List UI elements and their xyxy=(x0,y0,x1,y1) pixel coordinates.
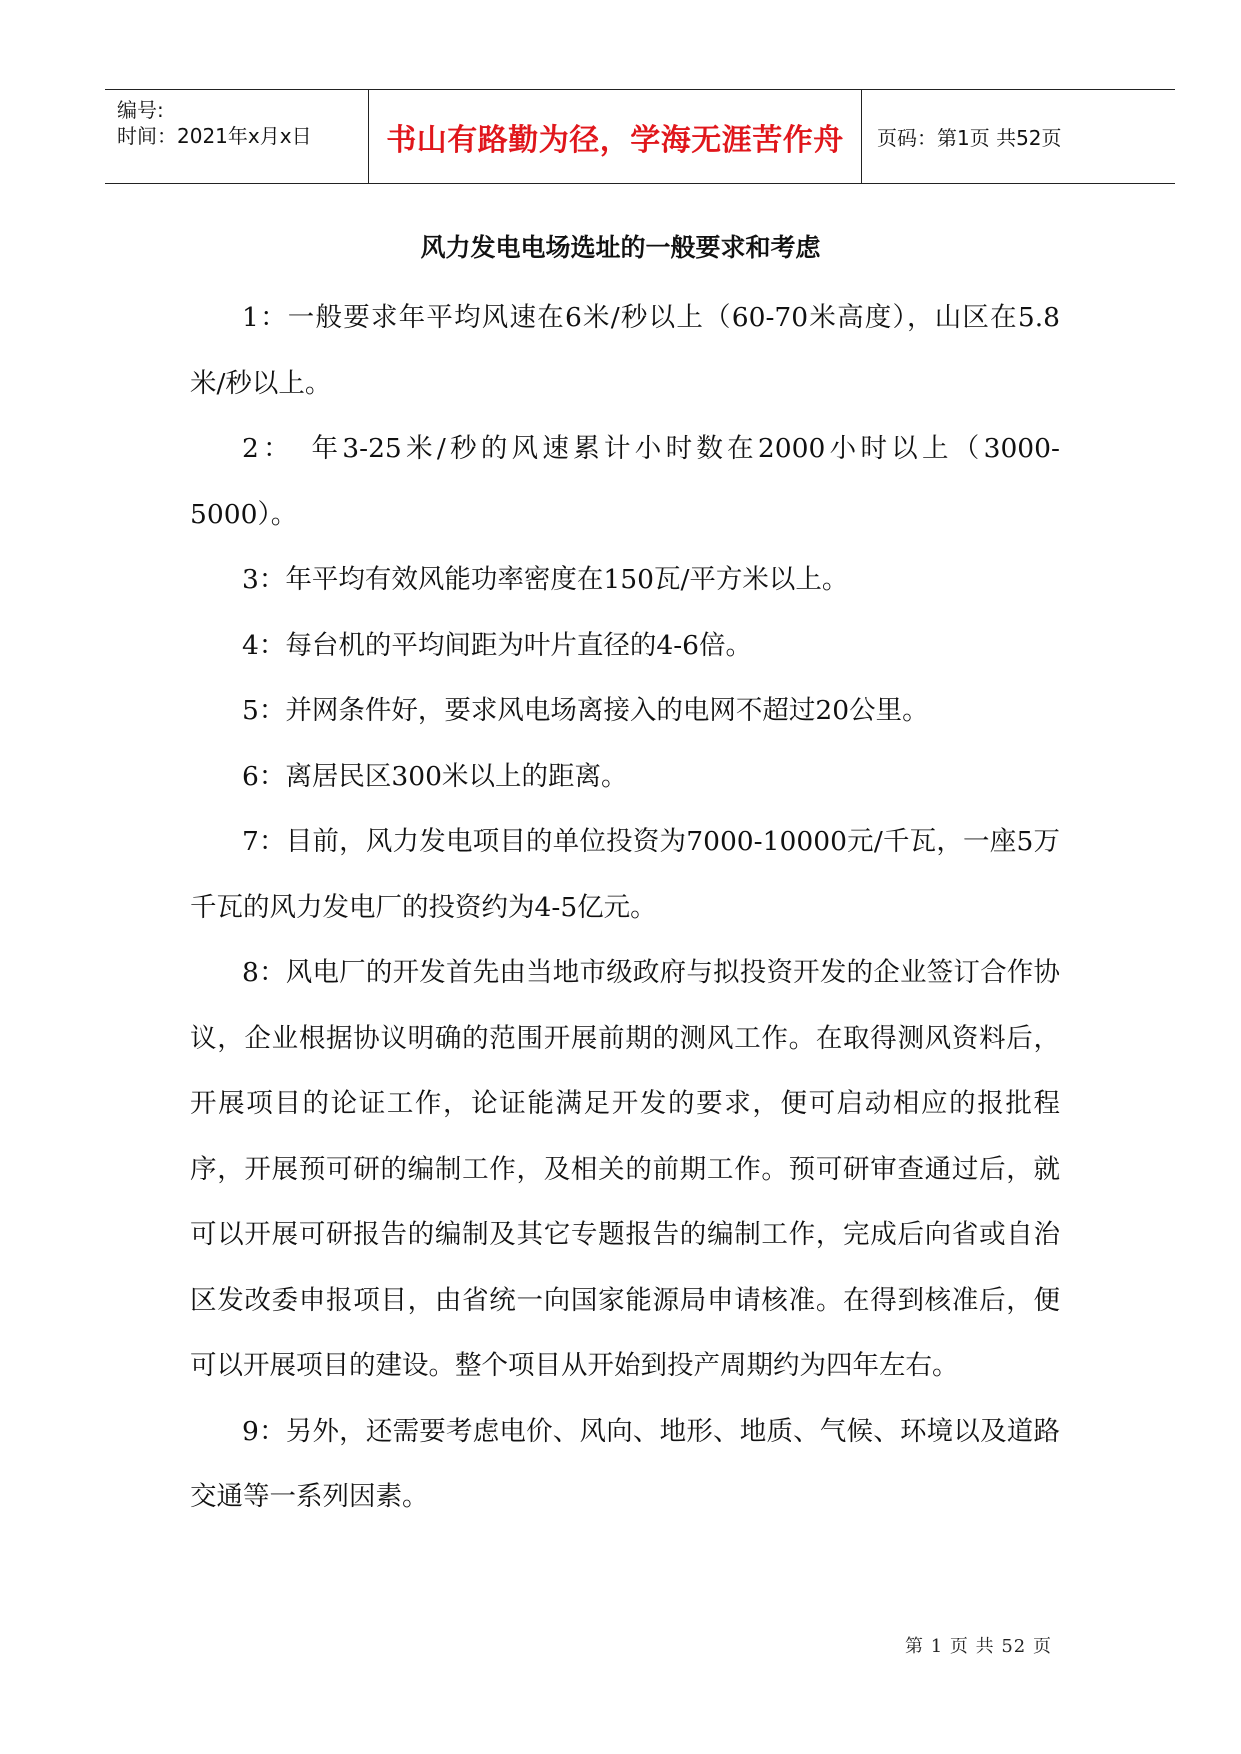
header-page-info: 页码：第1页 共52页 xyxy=(877,126,1062,150)
document-time-label: 时间：2021年x月x日 xyxy=(117,124,312,148)
paragraph-1: 1：一般要求年平均风速在6米/秒以上（60-70米高度），山区在5.8米/秒以上。 xyxy=(190,302,1060,399)
paragraph-4: 4：每台机的平均间距为叶片直径的4-6倍。 xyxy=(242,629,753,661)
paragraph-7: 7：目前，风力发电项目的单位投资为7000-10000元/千瓦，一座5万千瓦的风力发电厂的投资约为4-5亿元。 xyxy=(190,826,1060,923)
paragraph-3: 3：年平均有效风能功率密度在150瓦/平方米以上。 xyxy=(242,564,849,595)
motto-text: 书山有路勤为径，学海无涯苦作舟 xyxy=(386,122,844,158)
header-motto-cell xyxy=(369,90,862,183)
document-title: 风力发电电场选址的一般要求和考虑 xyxy=(420,233,821,262)
header-meta-cell xyxy=(105,90,369,183)
page-footer: 第 1 页 共 52 页 xyxy=(905,1636,1052,1657)
header-page-cell xyxy=(863,90,1175,183)
header-table xyxy=(105,89,1175,184)
paragraph-2: 2： 年3-25米/秒的风速累计小时数在2000小时以上（3000-5000）。 xyxy=(190,433,1060,530)
document-body xyxy=(190,285,1060,1530)
paragraph-5: 5：并网条件好，要求风电场离接入的电网不超过20公里。 xyxy=(242,695,929,726)
paragraph-8: 8：风电厂的开发首先由当地市级政府与拟投资开发的企业签订合作协议，企业根据协议明确的范围开展前期的测风工作。在取得测风资料后，开展项目的论证工作，论证能满足开发的要求，便可启动相应的报批程序，开展预可研的编制工作，及相关的前期工作。预可研审查通过后，就可以开展可研报告的编制及其它专题报告的编制工作，完成后向省或自治区发改委申报项目，由省统一向国家能源局申请核准。在得到核准后，便可以开展项目的建设。整个项目从开始到投产周期约为四年左右。 xyxy=(190,957,1060,1381)
document-number-label: 编号: xyxy=(117,98,164,122)
paragraph-6: 6：离居民区300米以上的距离。 xyxy=(242,760,628,792)
paragraph-9: 9：另外，还需要考虑电价、风向、地形、地质、气候、环境以及道路交通等一系列因素。 xyxy=(190,1415,1060,1512)
